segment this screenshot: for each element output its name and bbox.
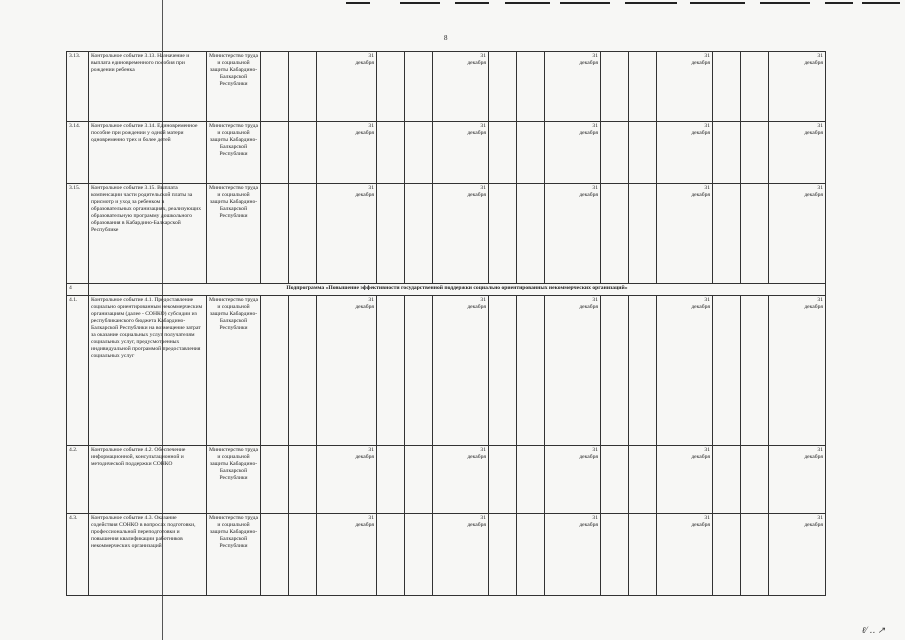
empty-cell xyxy=(405,296,433,446)
date-day: 31 xyxy=(368,53,374,59)
date-day: 31 xyxy=(592,515,598,521)
date-day: 31 xyxy=(704,515,710,521)
deadline-date xyxy=(433,514,489,596)
date-day: 31 xyxy=(480,447,486,453)
deadline-date xyxy=(545,184,601,284)
date-month: декабря xyxy=(467,130,486,136)
event-description: Контрольное событие 4.1. Предоставление социально ориентированным некоммерческим организациям (далее - СОНКО) субсидии из республиканского бюджета Кабардино-Балкарской Республики на возмещение затрат за оказание социальных услуг получателям социальных услуг, предусмотренных индивидуальной программой предоставления социальных услуг xyxy=(89,296,207,446)
empty-cell xyxy=(741,52,769,122)
deadline-date xyxy=(657,296,713,446)
row-number: 4.2. xyxy=(67,446,89,514)
empty-cell xyxy=(601,514,629,596)
empty-cell xyxy=(489,296,517,446)
event-description: Контрольное событие 3.13. Назначение и выплата единовременного пособия при рождении ребенка xyxy=(89,52,207,122)
date-day: 31 xyxy=(368,515,374,521)
date-month: декабря xyxy=(579,192,598,198)
responsible-ministry: Министерство труда и социальной защиты Кабардино-Балкарской Республики xyxy=(207,446,261,514)
scan-dash xyxy=(505,2,550,4)
deadline-date xyxy=(545,446,601,514)
empty-cell xyxy=(405,514,433,596)
table-row xyxy=(67,122,826,184)
deadline-date xyxy=(545,296,601,446)
date-day: 31 xyxy=(592,185,598,191)
date-day: 31 xyxy=(368,185,374,191)
empty-cell xyxy=(517,122,545,184)
empty-cell xyxy=(601,296,629,446)
empty-cell xyxy=(741,122,769,184)
deadline-date xyxy=(545,514,601,596)
empty-cell xyxy=(261,52,289,122)
responsible-ministry: Министерство труда и социальной защиты Кабардино-Балкарской Республики xyxy=(207,122,261,184)
empty-cell xyxy=(261,446,289,514)
empty-cell xyxy=(377,122,405,184)
scan-dash xyxy=(455,2,489,4)
date-day: 31 xyxy=(817,123,823,129)
row-number: 3.15. xyxy=(67,184,89,284)
deadline-date xyxy=(657,514,713,596)
empty-cell xyxy=(713,446,741,514)
date-day: 31 xyxy=(480,515,486,521)
table-row xyxy=(67,446,826,514)
events-table xyxy=(66,51,826,596)
empty-cell xyxy=(377,184,405,284)
scan-dash xyxy=(760,2,810,4)
empty-cell xyxy=(741,296,769,446)
date-month: декабря xyxy=(579,522,598,528)
table-row xyxy=(67,184,826,284)
date-day: 31 xyxy=(592,447,598,453)
event-description: Контрольное событие 3.15. Выплата компенсации части родительской платы за присмотр и уход за ребенком в образовательных организациях, реализующих образовательную программу дошкольного образования в Кабардино-Балкарской Республике xyxy=(89,184,207,284)
scan-dash xyxy=(400,2,440,4)
date-month: декабря xyxy=(691,454,710,460)
deadline-date xyxy=(433,52,489,122)
empty-cell xyxy=(489,52,517,122)
deadline-date xyxy=(657,52,713,122)
empty-cell xyxy=(713,184,741,284)
date-day: 31 xyxy=(480,123,486,129)
scan-dash xyxy=(346,2,370,4)
empty-cell xyxy=(629,52,657,122)
scan-dash xyxy=(862,2,900,4)
empty-cell xyxy=(489,184,517,284)
deadline-date xyxy=(769,446,826,514)
date-month: декабря xyxy=(804,522,823,528)
subprogram-number: 4 xyxy=(67,284,89,296)
date-day: 31 xyxy=(704,185,710,191)
date-day: 31 xyxy=(704,297,710,303)
responsible-ministry: Министерство труда и социальной защиты Кабардино-Балкарской Республики xyxy=(207,184,261,284)
empty-cell xyxy=(377,446,405,514)
deadline-date xyxy=(769,122,826,184)
empty-cell xyxy=(517,514,545,596)
date-month: декабря xyxy=(804,192,823,198)
responsible-ministry: Министерство труда и социальной защиты Кабардино-Балкарской Республики xyxy=(207,52,261,122)
scan-dash xyxy=(825,2,853,4)
empty-cell xyxy=(377,52,405,122)
deadline-date xyxy=(769,184,826,284)
empty-cell xyxy=(741,446,769,514)
empty-cell xyxy=(489,514,517,596)
deadline-date xyxy=(317,446,377,514)
date-day: 31 xyxy=(817,515,823,521)
deadline-date xyxy=(317,514,377,596)
date-day: 31 xyxy=(368,123,374,129)
date-day: 31 xyxy=(704,447,710,453)
empty-cell xyxy=(629,514,657,596)
date-month: декабря xyxy=(467,454,486,460)
deadline-date xyxy=(657,446,713,514)
date-month: декабря xyxy=(579,304,598,310)
date-month: декабря xyxy=(804,60,823,66)
empty-cell xyxy=(405,122,433,184)
date-month: декабря xyxy=(355,130,374,136)
deadline-date xyxy=(769,514,826,596)
date-month: декабря xyxy=(804,304,823,310)
empty-cell xyxy=(629,184,657,284)
date-month: декабря xyxy=(355,454,374,460)
scan-dash xyxy=(560,2,610,4)
date-month: декабря xyxy=(467,522,486,528)
event-description: Контрольное событие 3.14. Единовременное пособие при рождении у одной матери одновременно трех и более детей xyxy=(89,122,207,184)
empty-cell xyxy=(377,514,405,596)
empty-cell xyxy=(261,514,289,596)
responsible-ministry: Министерство труда и социальной защиты Кабардино-Балкарской Республики xyxy=(207,296,261,446)
page-number: 8 xyxy=(444,34,448,42)
date-month: декабря xyxy=(355,304,374,310)
deadline-date xyxy=(657,122,713,184)
empty-cell xyxy=(405,446,433,514)
empty-cell xyxy=(741,514,769,596)
row-number: 3.14. xyxy=(67,122,89,184)
empty-cell xyxy=(741,184,769,284)
date-month: декабря xyxy=(691,60,710,66)
date-month: декабря xyxy=(355,60,374,66)
date-month: декабря xyxy=(467,60,486,66)
deadline-date xyxy=(769,52,826,122)
empty-cell xyxy=(713,52,741,122)
date-month: декабря xyxy=(804,454,823,460)
date-month: декабря xyxy=(355,522,374,528)
empty-cell xyxy=(261,296,289,446)
subprogram-row xyxy=(67,284,826,296)
date-day: 31 xyxy=(480,185,486,191)
date-month: декабря xyxy=(691,192,710,198)
empty-cell xyxy=(517,446,545,514)
empty-cell xyxy=(601,122,629,184)
empty-cell xyxy=(289,184,317,284)
date-month: декабря xyxy=(691,522,710,528)
date-month: декабря xyxy=(691,304,710,310)
empty-cell xyxy=(629,296,657,446)
empty-cell xyxy=(517,296,545,446)
table-row xyxy=(67,296,826,446)
date-day: 31 xyxy=(817,297,823,303)
table-row xyxy=(67,514,826,596)
empty-cell xyxy=(289,514,317,596)
row-number: 4.3. xyxy=(67,514,89,596)
date-day: 31 xyxy=(817,447,823,453)
date-day: 31 xyxy=(592,297,598,303)
date-day: 31 xyxy=(592,123,598,129)
deadline-date xyxy=(545,122,601,184)
empty-cell xyxy=(261,122,289,184)
date-day: 31 xyxy=(817,53,823,59)
empty-cell xyxy=(601,52,629,122)
date-day: 31 xyxy=(368,447,374,453)
date-day: 31 xyxy=(592,53,598,59)
empty-cell xyxy=(289,296,317,446)
date-day: 31 xyxy=(368,297,374,303)
date-day: 31 xyxy=(704,53,710,59)
empty-cell xyxy=(601,446,629,514)
deadline-date xyxy=(317,184,377,284)
empty-cell xyxy=(377,296,405,446)
deadline-date xyxy=(433,296,489,446)
empty-cell xyxy=(489,446,517,514)
date-month: декабря xyxy=(579,60,598,66)
empty-cell xyxy=(601,184,629,284)
date-month: декабря xyxy=(579,130,598,136)
date-month: декабря xyxy=(579,454,598,460)
date-month: декабря xyxy=(804,130,823,136)
deadline-date xyxy=(433,184,489,284)
responsible-ministry: Министерство труда и социальной защиты Кабардино-Балкарской Республики xyxy=(207,514,261,596)
date-month: декабря xyxy=(355,192,374,198)
date-day: 31 xyxy=(480,53,486,59)
deadline-date xyxy=(317,52,377,122)
empty-cell xyxy=(517,52,545,122)
scan-dash xyxy=(625,2,677,4)
date-month: декабря xyxy=(691,130,710,136)
empty-cell xyxy=(629,122,657,184)
row-number: 4.1. xyxy=(67,296,89,446)
empty-cell xyxy=(405,52,433,122)
date-month: декабря xyxy=(467,304,486,310)
date-day: 31 xyxy=(817,185,823,191)
deadline-date xyxy=(657,184,713,284)
scan-dash xyxy=(690,2,745,4)
empty-cell xyxy=(261,184,289,284)
empty-cell xyxy=(713,296,741,446)
date-month: декабря xyxy=(467,192,486,198)
empty-cell xyxy=(289,446,317,514)
date-day: 31 xyxy=(704,123,710,129)
event-description: Контрольное событие 4.3. Оказание содействия СОНКО в вопросах подготовки, профессиональной переподготовки и повышения квалификации работников некоммерческих организаций xyxy=(89,514,207,596)
event-description: Контрольное событие 4.2. Обеспечение информационной, консультационной и методической поддержки СОНКО xyxy=(89,446,207,514)
empty-cell xyxy=(405,184,433,284)
empty-cell xyxy=(713,122,741,184)
deadline-date xyxy=(433,122,489,184)
empty-cell xyxy=(289,122,317,184)
deadline-date xyxy=(317,296,377,446)
empty-cell xyxy=(713,514,741,596)
deadline-date xyxy=(769,296,826,446)
subprogram-title: Подпрограмма «Повышение эффективности государственной поддержки социально ориентированных некоммерческих организаций» xyxy=(89,284,826,296)
empty-cell xyxy=(629,446,657,514)
handwritten-mark: ℓ⁄ ‥ ↗ xyxy=(861,625,885,635)
empty-cell xyxy=(489,122,517,184)
table-row xyxy=(67,52,826,122)
deadline-date xyxy=(433,446,489,514)
row-number: 3.13. xyxy=(67,52,89,122)
deadline-date xyxy=(545,52,601,122)
empty-cell xyxy=(517,184,545,284)
date-day: 31 xyxy=(480,297,486,303)
empty-cell xyxy=(289,52,317,122)
deadline-date xyxy=(317,122,377,184)
